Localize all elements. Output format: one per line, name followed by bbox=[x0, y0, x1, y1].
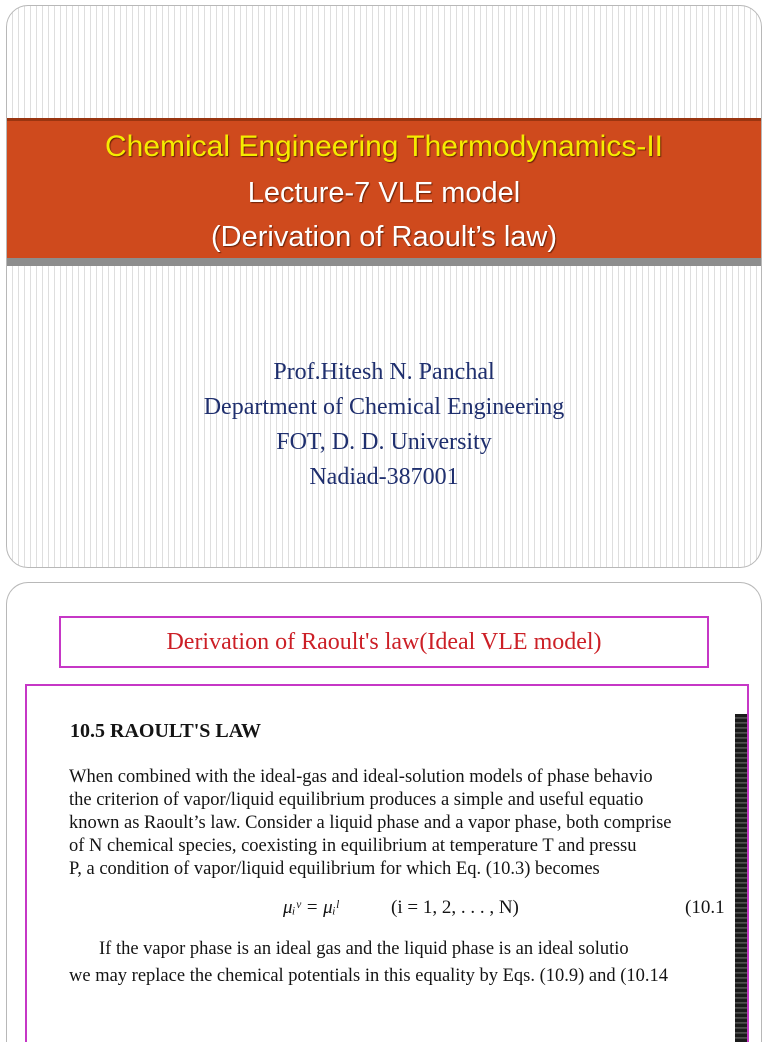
course-title: Chemical Engineering Thermodynamics-II bbox=[104, 130, 664, 163]
institute-name: FOT, D. D. University bbox=[276, 429, 492, 455]
paragraph-line: we may replace the chemical potentials in this equality by Eqs. (10.9) and (10.14 bbox=[69, 966, 669, 986]
slide-heading-box bbox=[59, 616, 709, 668]
scanned-textbook-excerpt bbox=[25, 684, 749, 1042]
paragraph-line: If the vapor phase is an ideal gas and the liquid phase is an ideal solutio bbox=[99, 939, 629, 959]
paragraph-2 bbox=[69, 936, 749, 990]
content-slide bbox=[6, 582, 762, 1042]
department-name: Department of Chemical Engineering bbox=[203, 394, 565, 420]
paragraph-line: known as Raoult’s law. Consider a liquid phase and a vapor phase, both comprise bbox=[69, 813, 672, 833]
title-slide bbox=[6, 5, 762, 568]
paragraph-line: of N chemical species, coexisting in equilibrium at temperature T and pressu bbox=[69, 836, 637, 856]
banner-shadow bbox=[7, 258, 761, 266]
section-heading: 10.5 RAOULT'S LAW bbox=[70, 720, 261, 742]
equation-number: (10.1 bbox=[685, 897, 725, 918]
paragraph-line: the criterion of vapor/liquid equilibrium produces a simple and useful equatio bbox=[69, 790, 644, 810]
author-block bbox=[7, 355, 761, 495]
equation-range: (i = 1, 2, . . . , N) bbox=[391, 897, 519, 918]
paragraph-line: P, a condition of vapor/liquid equilibrium for which Eq. (10.3) becomes bbox=[69, 859, 600, 879]
institute-location: Nadiad-387001 bbox=[309, 464, 459, 490]
scan-page-edge bbox=[735, 714, 747, 1042]
lecture-title: Lecture-7 VLE model bbox=[247, 177, 521, 209]
equation-expression: μᵢᵛ = μᵢˡ bbox=[283, 897, 339, 918]
paragraph-line: When combined with the ideal-gas and ideal-solution models of phase behavio bbox=[69, 767, 653, 787]
lecture-subtitle: (Derivation of Raoult’s law) bbox=[211, 221, 557, 253]
paragraph bbox=[69, 766, 749, 881]
slide-heading: Derivation of Raoult's law(Ideal VLE model) bbox=[166, 629, 602, 655]
author-name: Prof.Hitesh N. Panchal bbox=[273, 359, 495, 385]
